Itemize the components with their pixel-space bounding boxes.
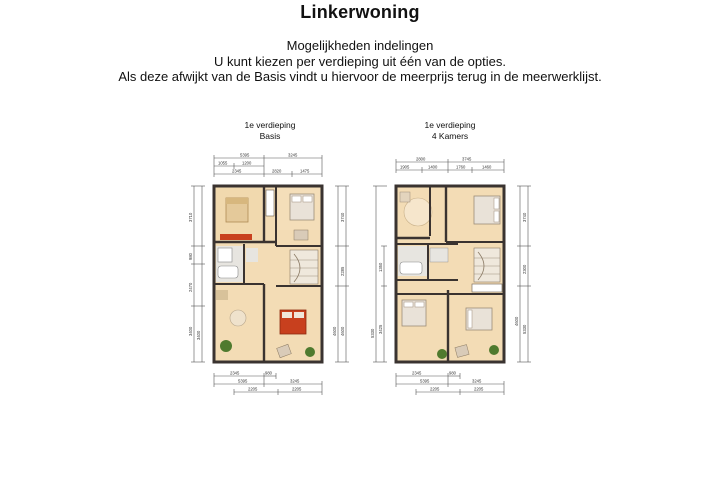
plan-2-dim-bottom-6: 2205	[474, 386, 484, 392]
plan-1-dim-top-6: 2820	[272, 168, 282, 174]
plan-1-dim-right-1: 3740	[340, 212, 345, 222]
plan-2-stairs-icon	[474, 248, 500, 282]
plan-1-dim-top-1: 5395	[240, 152, 250, 158]
plan-2-dim-top-4: 1400	[428, 164, 438, 170]
plan-1-caption	[210, 120, 330, 141]
plan-2-dim-right-2: 2300	[522, 264, 527, 274]
plan-2-dim-top-3: 1905	[400, 164, 410, 170]
page-title: Linkerwoning	[300, 2, 420, 22]
plan-2-dim-left-3: 5330	[370, 328, 375, 338]
plan-1-dim-bottom-6: 2205	[292, 386, 302, 392]
plan-1-dim-bottom-2: 980	[265, 370, 272, 376]
plan-2-dim-right-4: 4600	[514, 316, 519, 326]
plan-1-dim-left-5: 3400	[196, 330, 201, 340]
plan-2-caption	[390, 120, 510, 141]
plan-2-dim-left-2: 3425	[378, 324, 383, 334]
plan-1-dim-top-7: 1475	[300, 168, 310, 174]
plan-1-stairs-icon	[290, 250, 318, 284]
plan-2-dim-bottom-3: 5395	[420, 378, 430, 384]
plan-1-dim-right-3: 4600	[332, 326, 337, 336]
plan-2-dim-right-3: 5330	[522, 324, 527, 334]
plan-1-desk-icon	[220, 234, 252, 240]
plan-1-bath-icon	[218, 266, 238, 278]
plan-2-dim-bottom-5: 2205	[430, 386, 440, 392]
plan-1-dim-lines-top	[214, 152, 322, 177]
plan-2-dim-right-1: 3740	[522, 212, 527, 222]
plan-1-dim-right-4: 4600	[340, 326, 345, 336]
plan-1-dim-top-3: 1055	[218, 160, 228, 166]
plan-2-floor-label: 1e verdieping	[424, 120, 476, 130]
plan-2-plant-icon	[437, 349, 447, 359]
intro-line-3: Als deze afwijkt van de Basis vindt u hiervoor de meerprijs terug in de meerwerklijst.	[118, 69, 602, 84]
intro-text	[0, 38, 720, 85]
plan-1-dim-lines-bottom	[214, 370, 322, 395]
plan-2-dim-lines-bottom	[396, 370, 504, 395]
plan-1-dim-left-2: 980	[188, 253, 193, 260]
intro-line-1: Mogelijkheden indelingen	[286, 38, 434, 53]
plan-1-plant-icon	[220, 340, 232, 352]
plan-1-dim-bottom-3: 5395	[238, 378, 248, 384]
plan-1-dim-top-2: 3245	[288, 152, 298, 158]
plan-2-dim-lines-left	[373, 186, 387, 362]
plan-1-dim-left-1: 3710	[188, 212, 193, 222]
plan-2-dim-bottom-1: 2345	[412, 370, 422, 376]
plan-2-bath-icon	[400, 262, 422, 274]
plan-2-chair-icon	[400, 192, 410, 202]
floorplan-basis	[180, 150, 360, 400]
plan-1-dim-left-4: 3400	[188, 326, 193, 336]
plan-1-shower-icon	[218, 248, 232, 262]
intro-line-2: U kunt kiezen per verdieping uit één van de opties.	[214, 53, 506, 69]
plan-1-chair-icon	[230, 310, 246, 326]
plan-1-building	[214, 186, 322, 362]
plan-1-dim-bottom-1: 2345	[230, 370, 240, 376]
plan-1-dim-top-4: 1200	[242, 160, 252, 166]
plan-1-floor-label: 1e verdieping	[244, 120, 296, 130]
plan-1-dim-left-3: 2470	[188, 282, 193, 292]
plan-1-dim-bottom-5: 2205	[248, 386, 258, 392]
plan-1-dim-bottom-4: 3245	[290, 378, 300, 384]
plan-2-dim-bottom-2: 980	[449, 370, 456, 376]
floorplan-4-kamers	[362, 150, 542, 400]
plan-2-dim-top-1: 2800	[416, 156, 426, 162]
plan-2-dim-left-1: 1350	[378, 262, 383, 272]
plan-1-dim-top-5: 2345	[232, 168, 242, 174]
plan-1-variant-label: Basis	[259, 130, 281, 141]
plan-2-building	[396, 186, 504, 362]
plan-2-dim-bottom-4: 3245	[472, 378, 482, 384]
plan-1-dim-right-2: 2285	[340, 266, 345, 276]
plan-2-dim-top-2: 3745	[462, 156, 472, 162]
plan-2-dim-top-5: 1760	[456, 164, 466, 170]
plan-2-dim-top-6: 1460	[482, 164, 492, 170]
plan-2-variant-label: 4 Kamers	[431, 130, 469, 141]
